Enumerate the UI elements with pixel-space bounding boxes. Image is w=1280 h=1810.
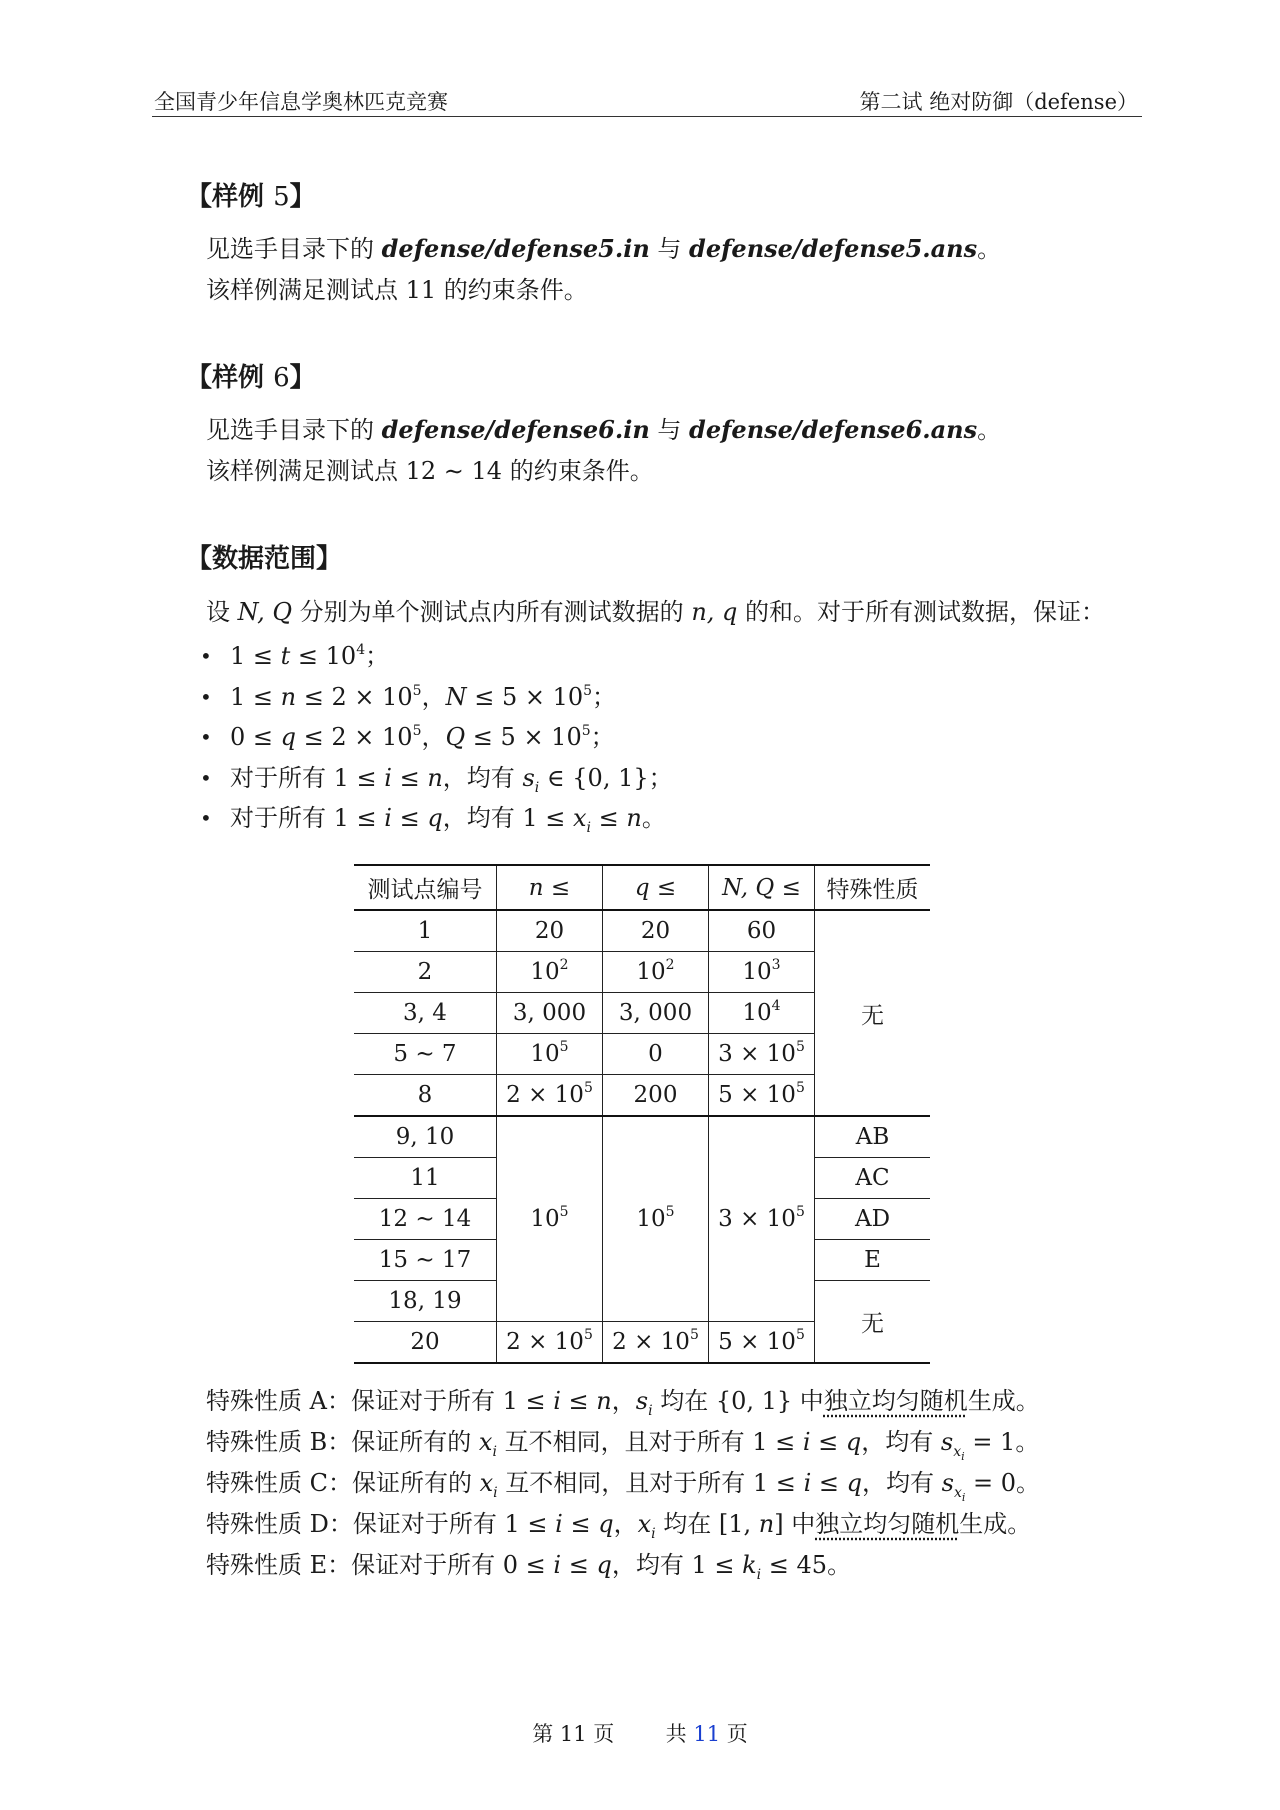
table-row: 9, 10 $10^5$ $10^5$ $3 \times 10^5$ AB xyxy=(354,1116,930,1158)
table-header-row xyxy=(354,865,930,910)
special-property-e: 特殊性质 E：保证对于所有 0 ≤ i ≤ q，均有 $1 \le k_i \le 45$。 xyxy=(206,1551,852,1583)
special-property-d: 特殊性质 D：保证对于所有 1 ≤ i ≤ q，$x_i$ 均在 [1, n] 中独立均匀随机生成。 xyxy=(206,1510,1032,1542)
sample6-file-ans: defense/defense6.ans xyxy=(689,415,978,444)
table-row: 8 $2 \times 10^5$ 200 $5 \times 10^5$ xyxy=(354,1075,930,1117)
data-range-intro: 设 N, Q 分别为单个测试点内所有测试数据的 n, q 的和。对于所有测试数据，保证： xyxy=(206,598,1106,626)
header-testcase-id: 测试点编号 xyxy=(354,865,497,910)
sample5-line1: 见选手目录下的 defense/defense5.in 与 defense/defense5.ans。 xyxy=(206,234,1002,263)
table-row: 12 ∼ 14 AD xyxy=(354,1199,930,1240)
header-n: n ≤ xyxy=(497,865,603,910)
header-nq: N, Q ≤ xyxy=(709,865,815,910)
table-row: 18, 19 无 xyxy=(354,1281,930,1322)
page-total: 11 xyxy=(693,1722,721,1746)
subtask-table xyxy=(354,864,930,1364)
sample6-title: 【样例 6】 xyxy=(186,363,316,393)
table-row: 1 20 20 60 无 xyxy=(354,910,930,952)
table-row: 2 $10^2$ $10^2$ $10^3$ xyxy=(354,952,930,993)
header-contest-name: 全国青少年信息学奥林匹克竞赛 xyxy=(154,90,448,114)
sample5-title: 【样例 5】 xyxy=(186,182,316,212)
list-item: • 对于所有 1 ≤ i ≤ n，均有 $s_i$ ∈ {0, 1}； xyxy=(200,758,673,799)
data-range-title: 【数据范围】 xyxy=(186,544,343,574)
sample5-line2: 该样例满足测试点 11 的约束条件。 xyxy=(206,276,588,304)
special-property-a: 特殊性质 A：保证对于所有 1 ≤ i ≤ n，$s_i$ 均在 {0, 1} 中独立均匀随机生成。 xyxy=(206,1387,1040,1419)
table-row: 15 ∼ 17 E xyxy=(354,1240,930,1281)
page-header xyxy=(152,84,1142,117)
special-property-b: 特殊性质 B：保证所有的 $x_i$ 互不相同，且对于所有 1 ≤ i ≤ q，均有 $s_{x_i} = 1$。 xyxy=(206,1428,1040,1463)
constraint-list xyxy=(200,636,673,839)
header-special-property: 特殊性质 xyxy=(815,865,931,910)
special-property-none-1: 无 xyxy=(815,910,931,1116)
merged-nq: $3 \times 10^5$ xyxy=(709,1116,815,1322)
table-row: 5 ∼ 7 $10^5$ 0 $3 \times 10^5$ xyxy=(354,1034,930,1075)
list-item: • $1 \le t \le 10^4$； xyxy=(200,636,673,677)
sample6-file-in: defense/defense6.in xyxy=(381,415,650,444)
merged-n: $10^5$ xyxy=(497,1116,603,1322)
header-problem-title: 第二试 绝对防御（defense） xyxy=(859,90,1138,114)
header-q: q ≤ xyxy=(603,865,709,910)
sample6-line1: 见选手目录下的 defense/defense6.in 与 defense/defense6.ans。 xyxy=(206,415,1002,444)
merged-q: $10^5$ xyxy=(603,1116,709,1322)
table-row: 11 AC xyxy=(354,1158,930,1199)
sample5-file-ans: defense/defense5.ans xyxy=(689,234,978,263)
list-item: • 对于所有 1 ≤ i ≤ q，均有 $1 \le x_i \le n$。 xyxy=(200,798,673,839)
special-property-none-2: 无 xyxy=(815,1281,931,1364)
list-item: • $1 \le n \le 2 \times 10^5$，$N \le 5 \times 10^5$； xyxy=(200,677,673,718)
list-item: • $0 \le q \le 2 \times 10^5$，$Q \le 5 \times 10^5$； xyxy=(200,717,673,758)
page-number: 第 11 页 xyxy=(532,1722,615,1746)
special-property-c: 特殊性质 C：保证所有的 $x_i$ 互不相同，且对于所有 1 ≤ i ≤ q，均有 $s_{x_i} = 0$。 xyxy=(206,1469,1041,1504)
sample6-line2: 该样例满足测试点 12 ∼ 14 的约束条件。 xyxy=(206,457,654,485)
table-row: 3, 4 3, 000 3, 000 $10^4$ xyxy=(354,993,930,1034)
table-row: 20 $2 \times 10^5$ $2 \times 10^5$ $5 \times 10^5$ xyxy=(354,1322,930,1364)
sample5-file-in: defense/defense5.in xyxy=(381,234,650,263)
page-footer: 第 11 页 共 11 页 xyxy=(532,1722,748,1746)
